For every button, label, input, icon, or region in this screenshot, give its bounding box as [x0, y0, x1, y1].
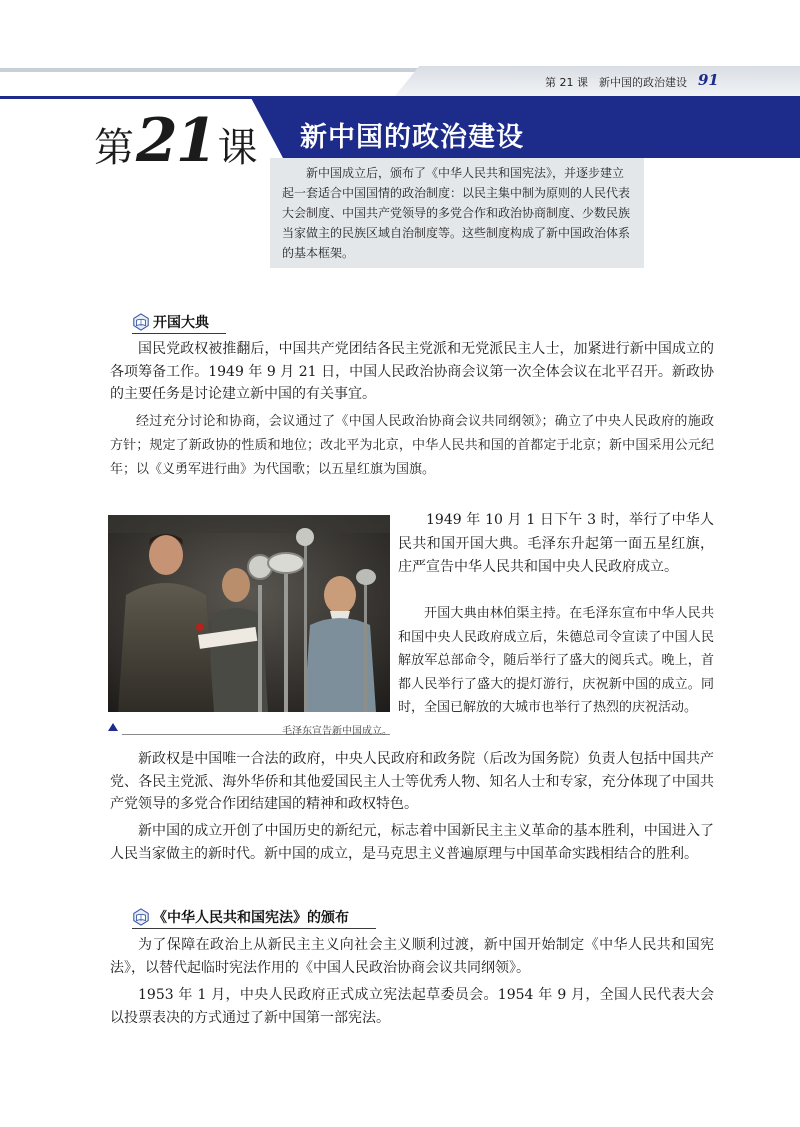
paragraph: 为了保障在政治上从新民主主义向社会主义顺利过渡，新中国开始制定《中华人民共和国宪法》，以替代起临时宪法作用的《中国人民政治协商会议共同纲领》。 — [110, 937, 714, 976]
book-emblem-icon — [132, 313, 150, 331]
lesson-number-value: 21 — [136, 106, 216, 176]
lesson-number — [94, 106, 258, 176]
lesson-suffix: 课 — [217, 125, 258, 171]
lesson-prefix: 第 — [94, 125, 134, 171]
paragraph: 国民党政权被推翻后，中国共产党团结各民主党派和无党派民主人士，加紧进行新中国成立的各项筹备工作。1949 年 9 月 21 日，中国人民政治协商会议第一次全体会议在北平召开。新政协的主要任务是讨论建立新中国的有关事宜。 — [110, 341, 714, 402]
lesson-intro: 新中国成立后，颁布了《中华人民共和国宪法》，并逐步建立起一套适合中国国情的政治制度：以民主集中制为原则的人民代表大会制度、中国共产党领导的多党合作和政治协商制度、少数民族当家做主的民族区域自治制度等。这些制度构成了新中国政治体系的基本框架。 — [282, 166, 631, 260]
paragraph: 1949 年 10 月 1 日下午 3 时，举行了中华人民共和国开国大典。毛泽东升起第一面五星红旗，庄严宣告中华人民共和国中央人民政府成立。 — [398, 512, 714, 575]
section-underline — [132, 928, 376, 929]
paragraph: 1953 年 1 月，中央人民政府正式成立宪法起草委员会。1954 年 9 月，全国人民代表大会以投票表决的方式通过了新中国第一部宪法。 — [110, 987, 714, 1026]
section-title: 《中华人民共和国宪法》的颁布 — [153, 910, 349, 926]
section-underline — [132, 333, 226, 334]
book-emblem-icon — [132, 908, 150, 926]
section-title: 开国大典 — [153, 315, 209, 331]
paragraph: 新中国的成立开创了中国历史的新纪元，标志着中国新民主主义革命的基本胜利，中国进入了人民当家做主的新时代。新中国的成立，是马克思主义普遍原理与中国革命实践相结合的胜利。 — [110, 823, 714, 862]
paragraph: 经过充分讨论和协商，会议通过了《中国人民政治协商会议共同纲领》；确立了中央人民政府的施政方针；规定了新政协的性质和地位；改北平为北京，中华人民共和国的首都定于北京；新中国采用公元纪年；以《义勇军进行曲》为代国歌；以五星红旗为国旗。 — [110, 414, 714, 477]
section-heading-founding-ceremony — [132, 312, 209, 332]
photo-caption: 毛泽东宣告新中国成立。 — [282, 726, 392, 737]
paragraph: 开国大典由林伯渠主持。在毛泽东宣布中华人民共和国中央人民政府成立后，朱德总司令宣读了中国人民解放军总部命令，随后举行了盛大的阅兵式。晚上，首都人民举行了盛大的提灯游行，庆祝新中国的成立。同时，全国已解放的大城市也举行了热烈的庆祝活动。 — [398, 606, 714, 715]
lesson-title: 新中国的政治建设 — [300, 122, 524, 153]
founding-ceremony-photo — [108, 515, 390, 712]
paragraph: 新政权是中国唯一合法的政府，中央人民政府和政务院（后改为国务院）负责人包括中国共产党、各民主党派、海外华侨和其他爱国民主人士等优秀人物、知名人士和专家，充分体现了中国共产党领导的多党合作团结建国的精神和政权特色。 — [110, 751, 714, 812]
caption-marker-icon — [108, 723, 118, 731]
section-heading-constitution — [132, 907, 349, 927]
page-number: 91 — [698, 71, 719, 89]
running-title: 第 21 课 新中国的政治建设 — [545, 76, 687, 89]
